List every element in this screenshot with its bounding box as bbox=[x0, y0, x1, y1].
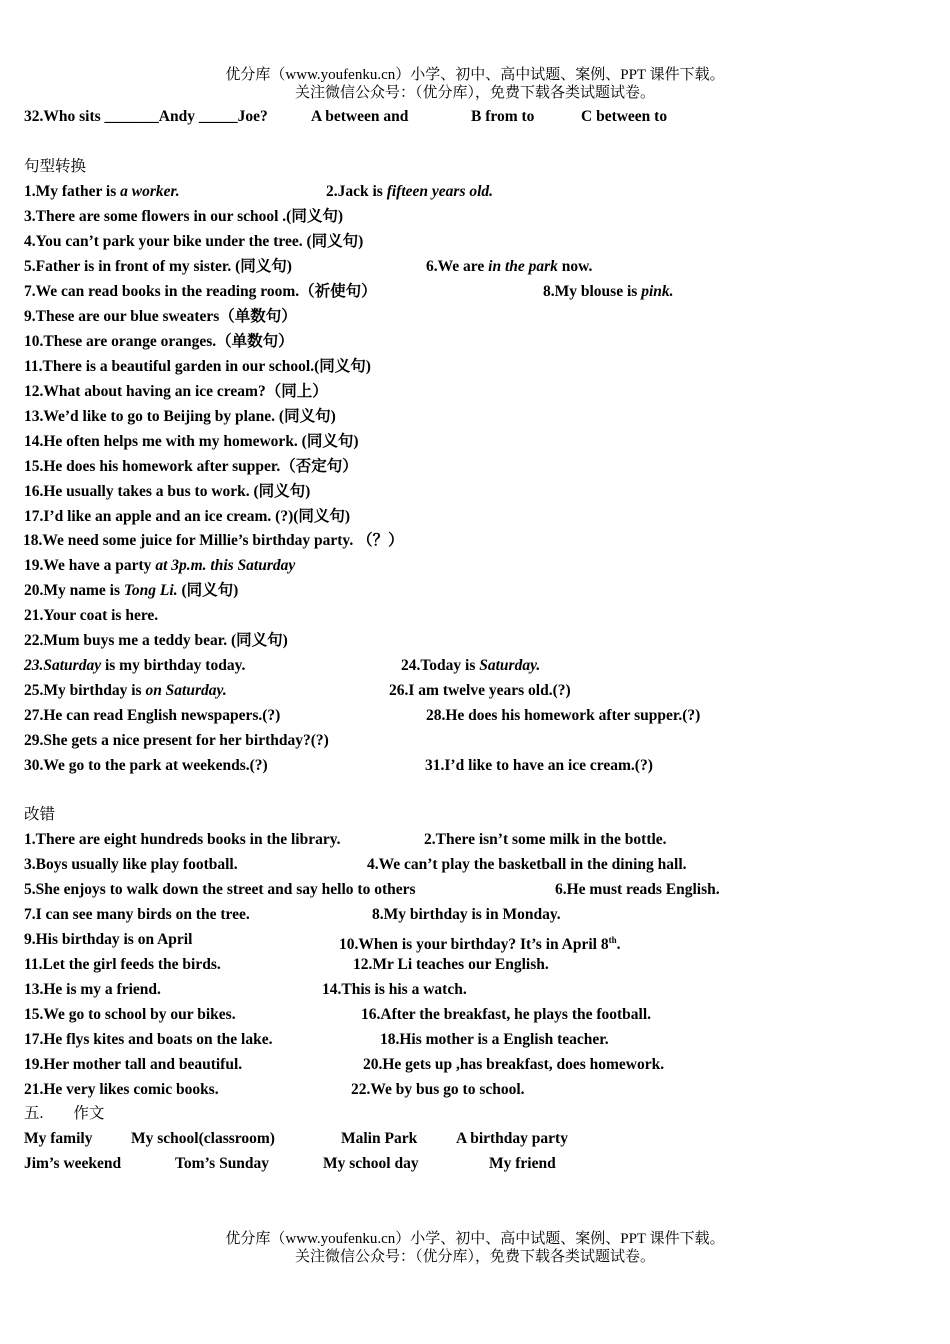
corr-4: 4.We can’t play the basketball in the dining hall. bbox=[367, 856, 687, 873]
question-32 bbox=[24, 107, 668, 127]
correction-row-19 bbox=[24, 1055, 665, 1075]
item-13: 13.We’d like to go to Beijing by plane. (同义句) bbox=[24, 408, 336, 425]
correction-row-9 bbox=[24, 930, 621, 954]
correction-row-15 bbox=[24, 1005, 652, 1025]
item-31: 31.I’d like to have an ice cream.(?) bbox=[425, 757, 653, 774]
item-27: 27.He can read English newspapers.(?) bbox=[24, 707, 281, 724]
item-1: 1.My father is a worker. bbox=[24, 183, 180, 200]
correction-row-11 bbox=[24, 955, 549, 975]
correction-row-7 bbox=[24, 905, 561, 925]
topic: My school day bbox=[323, 1155, 419, 1172]
transform-heading: 句型转换 bbox=[24, 158, 87, 175]
correction-row-3 bbox=[24, 855, 687, 875]
corr-19: 19.Her mother tall and beautiful. bbox=[24, 1056, 243, 1073]
item-30: 30.We go to the park at weekends.(?) bbox=[24, 757, 268, 774]
topic: My friend bbox=[489, 1155, 556, 1172]
transform-row-7 bbox=[24, 282, 674, 302]
transform-row-23 bbox=[24, 656, 541, 676]
corr-15: 15.We go to school by our bikes. bbox=[24, 1006, 236, 1023]
correction-row-1 bbox=[24, 830, 667, 850]
composition-topics-row-1 bbox=[24, 1129, 568, 1149]
corr-13: 13.He is my a friend. bbox=[24, 981, 161, 998]
composition-topics-row-2 bbox=[24, 1154, 556, 1174]
item-11: 11.There is a beautiful garden in our school.(同义句) bbox=[24, 358, 371, 375]
item-7: 7.We can read books in the reading room.（祈使句） bbox=[24, 283, 377, 300]
item-6: 6.We are in the park now. bbox=[426, 258, 593, 275]
footer-line-2: 关注微信公众号：（优分库），免费下载各类试题试卷。 bbox=[294, 1249, 655, 1265]
topic: Malin Park bbox=[341, 1130, 418, 1147]
correction-row-5 bbox=[24, 880, 720, 900]
item-10: 10.These are orange oranges.（单数句） bbox=[24, 333, 294, 350]
topic: My family bbox=[24, 1130, 93, 1147]
corr-1: 1.There are eight hundreds books in the library. bbox=[24, 831, 341, 848]
corr-7: 7.I can see many birds on the tree. bbox=[24, 906, 250, 923]
item-8: 8.My blouse is pink. bbox=[543, 283, 674, 300]
corr-8: 8.My birthday is in Monday. bbox=[372, 906, 561, 923]
corr-17: 17.He flys kites and boats on the lake. bbox=[24, 1031, 273, 1048]
transform-row-5 bbox=[24, 257, 593, 277]
header-line-2: 关注微信公众号：（优分库），免费下载各类试题试卷。 bbox=[294, 85, 655, 101]
transform-row-27 bbox=[24, 706, 701, 726]
corr-6: 6.He must reads English. bbox=[555, 881, 720, 898]
corr-14: 14.This is his a watch. bbox=[322, 981, 467, 998]
item-16: 16.He usually takes a bus to work. (同义句) bbox=[24, 483, 311, 500]
item-15: 15.He does his homework after supper.（否定句） bbox=[24, 458, 358, 475]
transform-row-25 bbox=[24, 681, 571, 701]
correction-row-13 bbox=[24, 980, 467, 1000]
corr-10: 10.When is your birthday? It’s in April 8th. bbox=[339, 935, 621, 954]
q32-stem: 32.Who sits _______Andy _____Joe? bbox=[24, 108, 268, 125]
corr-3: 3.Boys usually like play football. bbox=[24, 856, 238, 873]
transform-row-1 bbox=[24, 182, 494, 202]
corr-16: 16.After the breakfast, he plays the football. bbox=[361, 1006, 652, 1023]
correction-heading: 改错 bbox=[24, 806, 56, 823]
corr-12: 12.Mr Li teaches our English. bbox=[353, 956, 549, 973]
topic: Tom’s Sunday bbox=[175, 1155, 270, 1172]
correction-row-21 bbox=[24, 1080, 525, 1100]
corr-20: 20.He gets up ,has breakfast, does homework. bbox=[363, 1056, 665, 1073]
item-23: 23.Saturday is my birthday today. bbox=[24, 657, 246, 674]
corr-5: 5.She enjoys to walk down the street and say hello to others bbox=[24, 881, 416, 898]
item-18: 18.We need some juice for Millie’s birthday party. （？） bbox=[23, 532, 404, 549]
q32-option-b: B from to bbox=[471, 108, 535, 125]
corr-2: 2.There isn’t some milk in the bottle. bbox=[424, 831, 667, 848]
q32-option-a: A between and bbox=[311, 108, 409, 125]
item-12: 12.What about having an ice cream?（同上） bbox=[24, 383, 328, 400]
item-24: 24.Today is Saturday. bbox=[401, 657, 541, 674]
transform-row-30 bbox=[24, 756, 653, 776]
corr-21: 21.He very likes comic books. bbox=[24, 1081, 219, 1098]
item-3: 3.There are some flowers in our school .(同义句) bbox=[24, 208, 344, 225]
item-29: 29.She gets a nice present for her birthday?(?) bbox=[24, 732, 329, 749]
q32-option-c: C between to bbox=[581, 108, 668, 125]
corr-9: 9.His birthday is on April bbox=[24, 931, 193, 948]
composition-heading: 五. 作文 bbox=[24, 1105, 105, 1122]
item-4: 4.You can’t park your bike under the tree. (同义句) bbox=[24, 233, 364, 250]
corr-18: 18.His mother is a English teacher. bbox=[380, 1031, 609, 1048]
corr-11: 11.Let the girl feeds the birds. bbox=[24, 956, 221, 973]
item-5: 5.Father is in front of my sister. (同义句) bbox=[24, 258, 292, 275]
item-9: 9.These are our blue sweaters（单数句） bbox=[24, 308, 297, 325]
item-28: 28.He does his homework after supper.(?) bbox=[426, 707, 701, 724]
item-2: 2.Jack is fifteen years old. bbox=[326, 183, 494, 200]
topic: Jim’s weekend bbox=[24, 1155, 122, 1172]
item-20: 20.My name is Tong Li. (同义句) bbox=[24, 582, 239, 599]
item-14: 14.He often helps me with my homework. (同义句) bbox=[24, 433, 359, 450]
corr-22: 22.We by bus go to school. bbox=[351, 1081, 525, 1098]
item-21: 21.Your coat is here. bbox=[24, 607, 159, 624]
item-26: 26.I am twelve years old.(?) bbox=[389, 682, 571, 699]
item-22: 22.Mum buys me a teddy bear. (同义句) bbox=[24, 632, 288, 649]
item-25: 25.My birthday is on Saturday. bbox=[24, 682, 227, 699]
header-line-1: 优分库（www.youfenku.cn）小学、初中、高中试题、案例、PPT 课件下载。 bbox=[225, 67, 725, 83]
footer-line-1: 优分库（www.youfenku.cn）小学、初中、高中试题、案例、PPT 课件下载。 bbox=[225, 1231, 725, 1247]
topic: My school(classroom) bbox=[131, 1130, 275, 1147]
topic: A birthday party bbox=[456, 1130, 568, 1147]
correction-row-17 bbox=[24, 1030, 609, 1050]
item-17: 17.I’d like an apple and an ice cream. (?)(同义句) bbox=[24, 508, 351, 525]
item-19: 19.We have a party at 3p.m. this Saturday bbox=[24, 557, 296, 574]
